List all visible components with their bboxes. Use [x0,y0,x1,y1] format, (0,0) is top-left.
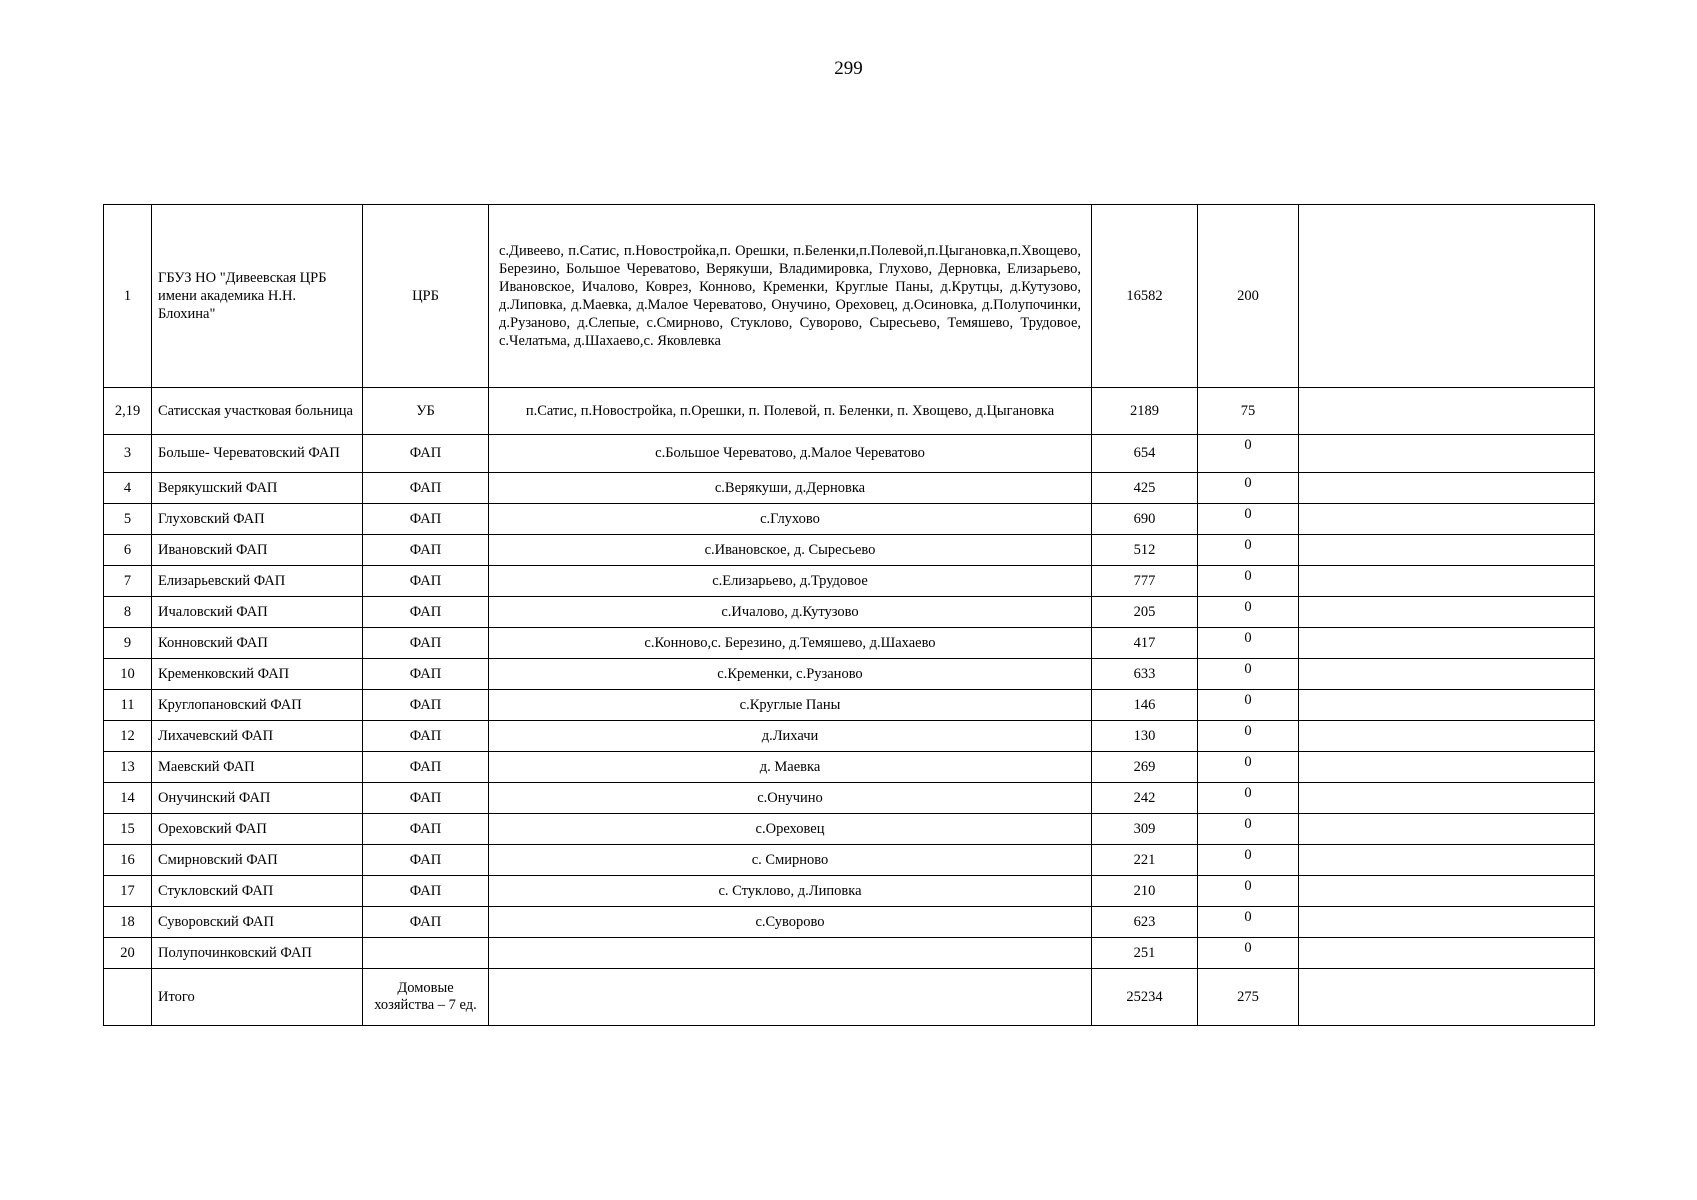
beds: 75 [1198,388,1299,435]
served-areas: с.Большое Череватово, д.Малое Череватово [489,435,1092,473]
table-row [104,205,1595,388]
facility-type: ФАП [363,566,489,597]
table-row [104,752,1595,783]
total-row [104,969,1595,1026]
facility-name: Верякушский ФАП [152,473,363,504]
served-areas: д. Маевка [489,752,1092,783]
population: 623 [1092,907,1198,938]
table-row [104,473,1595,504]
empty-cell [1299,435,1595,473]
beds: 0 [1198,814,1299,845]
empty-cell [1299,504,1595,535]
table-row [104,504,1595,535]
facility-type: ФАП [363,721,489,752]
served-areas: с. Стуклово, д.Липовка [489,876,1092,907]
table-row [104,721,1595,752]
beds: 0 [1198,907,1299,938]
row-number: 11 [104,690,152,721]
row-number: 9 [104,628,152,659]
empty-cell [1299,566,1595,597]
population: 633 [1092,659,1198,690]
table-row [104,628,1595,659]
facility-name: Кременковский ФАП [152,659,363,690]
empty-cell [1299,690,1595,721]
facilities-table [103,204,1595,1026]
population: 251 [1092,938,1198,969]
served-areas: с.Ичалово, д.Кутузово [489,597,1092,628]
table-row [104,907,1595,938]
population: 16582 [1092,205,1198,388]
facility-name: Круглопановский ФАП [152,690,363,721]
facility-name: Конновский ФАП [152,628,363,659]
facility-type: УБ [363,388,489,435]
served-areas: с.Ивановское, д. Сыресьево [489,535,1092,566]
facility-type: ФАП [363,783,489,814]
facility-name: Смирновский ФАП [152,845,363,876]
table-row [104,388,1595,435]
served-areas: п.Сатис, п.Новостройка, п.Орешки, п. Полевой, п. Беленки, п. Хвощево, д.Цыгановка [489,388,1092,435]
row-number: 17 [104,876,152,907]
facility-type: ФАП [363,876,489,907]
empty-cell [1299,969,1595,1026]
empty-cell [1299,783,1595,814]
population: 269 [1092,752,1198,783]
empty-cell [1299,938,1595,969]
facility-type: ФАП [363,597,489,628]
beds: 0 [1198,938,1299,969]
table-row [104,535,1595,566]
facility-type: ФАП [363,845,489,876]
row-number: 10 [104,659,152,690]
row-number: 4 [104,473,152,504]
table-row [104,659,1595,690]
beds: 0 [1198,876,1299,907]
facility-type: ФАП [363,535,489,566]
row-number: 6 [104,535,152,566]
page-number: 299 [834,58,863,79]
total-label: Итого [152,969,363,1026]
beds: 0 [1198,435,1299,473]
served-areas: с.Конново,с. Березино, д.Темяшево, д.Шахаево [489,628,1092,659]
beds: 0 [1198,690,1299,721]
facility-name: Полупочинковский ФАП [152,938,363,969]
served-areas: с.Онучино [489,783,1092,814]
served-areas [489,969,1092,1026]
empty-cell [1299,388,1595,435]
population: 2189 [1092,388,1198,435]
empty-cell [1299,628,1595,659]
served-areas: с.Кременки, с.Рузаново [489,659,1092,690]
empty-cell [1299,721,1595,752]
table-row [104,690,1595,721]
beds: 0 [1198,721,1299,752]
facility-name: Лихачевский ФАП [152,721,363,752]
table-row [104,435,1595,473]
facility-type: ФАП [363,814,489,845]
empty-cell [1299,659,1595,690]
total-beds: 275 [1198,969,1299,1026]
empty-cell [1299,597,1595,628]
row-number: 7 [104,566,152,597]
row-number: 1 [104,205,152,388]
population: 512 [1092,535,1198,566]
facility-name: Ичаловский ФАП [152,597,363,628]
population: 130 [1092,721,1198,752]
empty-cell [1299,876,1595,907]
beds: 0 [1198,473,1299,504]
served-areas: с.Дивеево, п.Сатис, п.Новостройка,п. Орешки, п.Беленки,п.Полевой,п.Цыгановка,п.Хвощево, Березино, Большое Череватово, Верякуши, Владимировка, Глухово, Дерновка, Елизарьево, Ивановское, Ичалово, Коврез, Конново, Кременки, Круглые Паны, д.Крутцы, д.Кутузово, д.Липовка, д.Маевка, д.Малое Череватово, Онучино, Ореховец, д.Осиновка, д.Полупочинки, д.Рузаново, д.Слепые, с.Смирново, Стуклово, Суворово, Сыресьево, Темяшево, Трудовое, с.Челатьма, д.Шахаево,с. Яковлевка [489,205,1092,388]
empty-cell [1299,752,1595,783]
table-row [104,597,1595,628]
population: 690 [1092,504,1198,535]
population: 425 [1092,473,1198,504]
row-number: 13 [104,752,152,783]
facility-name: Ивановский ФАП [152,535,363,566]
total-population: 25234 [1092,969,1198,1026]
beds: 200 [1198,205,1299,388]
beds: 0 [1198,845,1299,876]
facility-type: ФАП [363,628,489,659]
table-row [104,938,1595,969]
row-number: 12 [104,721,152,752]
facility-type: ФАП [363,752,489,783]
population: 777 [1092,566,1198,597]
served-areas: с.Глухово [489,504,1092,535]
empty-cell [1299,814,1595,845]
facility-name: Суворовский ФАП [152,907,363,938]
population: 654 [1092,435,1198,473]
row-number: 16 [104,845,152,876]
population: 146 [1092,690,1198,721]
population: 309 [1092,814,1198,845]
facility-type: ФАП [363,504,489,535]
row-number [104,969,152,1026]
table-row [104,814,1595,845]
empty-cell [1299,907,1595,938]
facility-name: Ореховский ФАП [152,814,363,845]
table-row [104,876,1595,907]
empty-cell [1299,205,1595,388]
served-areas [489,938,1092,969]
facility-name: Глуховский ФАП [152,504,363,535]
served-areas: с.Суворово [489,907,1092,938]
beds: 0 [1198,752,1299,783]
row-number: 18 [104,907,152,938]
population: 210 [1092,876,1198,907]
facility-name: Маевский ФАП [152,752,363,783]
row-number: 3 [104,435,152,473]
served-areas: с. Смирново [489,845,1092,876]
row-number: 14 [104,783,152,814]
facility-name: Стукловский ФАП [152,876,363,907]
row-number: 5 [104,504,152,535]
facility-type: ФАП [363,690,489,721]
population: 417 [1092,628,1198,659]
empty-cell [1299,473,1595,504]
table-row [104,783,1595,814]
row-number: 8 [104,597,152,628]
beds: 0 [1198,535,1299,566]
facility-type [363,938,489,969]
population: 221 [1092,845,1198,876]
table-row [104,845,1595,876]
total-type: Домовые хозяйства – 7 ед. [363,969,489,1026]
facility-type: ФАП [363,907,489,938]
empty-cell [1299,535,1595,566]
empty-cell [1299,845,1595,876]
beds: 0 [1198,504,1299,535]
served-areas: д.Лихачи [489,721,1092,752]
row-number: 20 [104,938,152,969]
facility-type: ФАП [363,659,489,690]
population: 205 [1092,597,1198,628]
facility-name: Елизарьевский ФАП [152,566,363,597]
facility-name: Онучинский ФАП [152,783,363,814]
served-areas: с.Круглые Паны [489,690,1092,721]
facility-type: ЦРБ [363,205,489,388]
row-number: 2,19 [104,388,152,435]
beds: 0 [1198,659,1299,690]
facility-name: Сатисская участковая больница [152,388,363,435]
facility-name: Больше- Череватовский ФАП [152,435,363,473]
served-areas: с.Верякуши, д.Дерновка [489,473,1092,504]
served-areas: с.Елизарьево, д.Трудовое [489,566,1092,597]
beds: 0 [1198,628,1299,659]
population: 242 [1092,783,1198,814]
table-row [104,566,1595,597]
row-number: 15 [104,814,152,845]
facility-type: ФАП [363,435,489,473]
beds: 0 [1198,597,1299,628]
facility-type: ФАП [363,473,489,504]
beds: 0 [1198,783,1299,814]
beds: 0 [1198,566,1299,597]
served-areas: с.Ореховец [489,814,1092,845]
facility-name: ГБУЗ НО "Дивеевская ЦРБ имени академика Н.Н. Блохина" [152,205,363,388]
